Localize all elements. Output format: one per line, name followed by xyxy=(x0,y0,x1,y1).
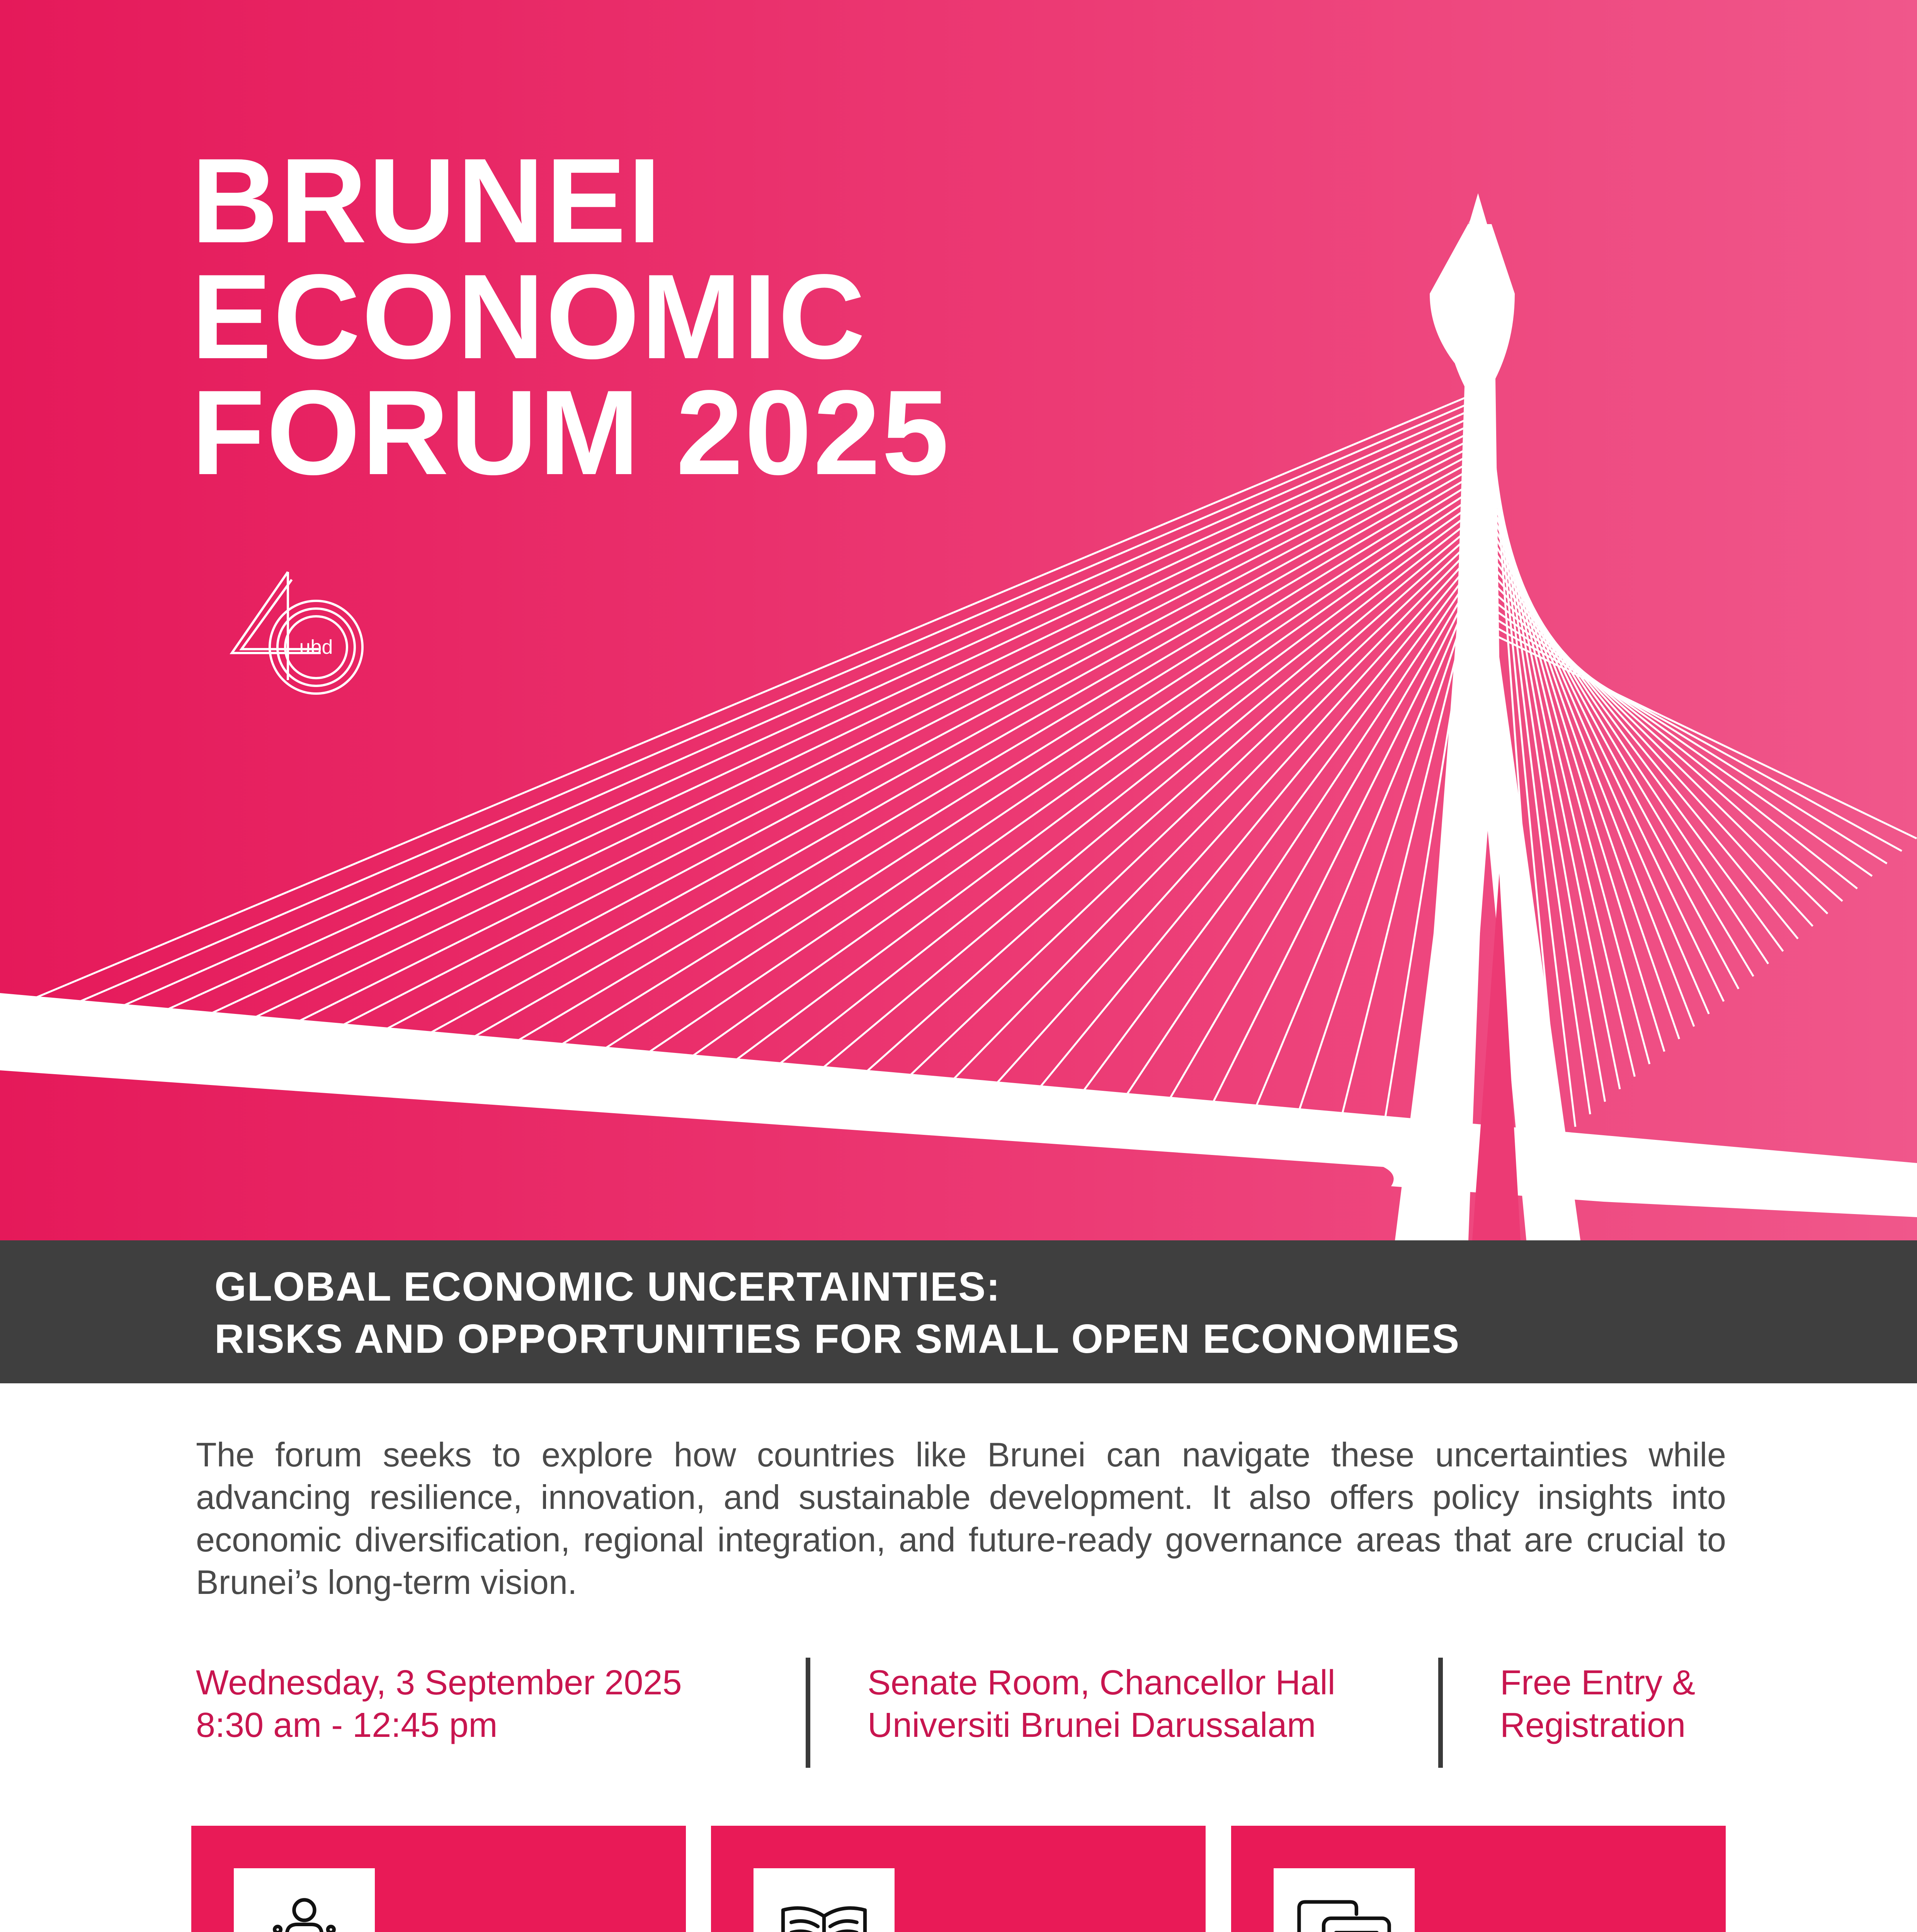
title-line-2: ECONOMIC xyxy=(191,250,867,384)
speaker-podium-icon xyxy=(253,1888,356,1932)
event-time: 8:30 am - 12:45 pm xyxy=(196,1706,498,1745)
forum-title xyxy=(191,134,951,500)
venue-line-1: Senate Room, Chancellor Hall xyxy=(867,1663,1335,1702)
keynote-card xyxy=(191,1826,686,1932)
event-datetime xyxy=(196,1662,682,1747)
venue-line-2: Universiti Brunei Darussalam xyxy=(867,1706,1316,1745)
speaker-podium-icon-box xyxy=(234,1868,375,1932)
ubd-40-anniversary-logo xyxy=(220,564,367,703)
chat-bubbles-icon-box xyxy=(1274,1868,1415,1932)
bridge-deck xyxy=(0,993,1917,1217)
logo-text: ubd xyxy=(299,636,333,658)
theme-banner xyxy=(0,1240,1917,1383)
expert-panel-card xyxy=(1231,1826,1726,1932)
info-divider xyxy=(806,1658,810,1768)
open-book-icon xyxy=(773,1888,875,1932)
forum-description: The forum seeks to explore how countries like Brunei can navigate these uncertainties while advancing resilience, innovation, and sustainable development. It also offers policy insights into economic diversification, regional integration, and future-ready governance areas that are crucial to Brunei’s long-term vision. xyxy=(196,1435,1726,1601)
entry-line-1: Free Entry & xyxy=(1500,1663,1696,1702)
open-book-icon-box xyxy=(754,1868,895,1932)
info-divider xyxy=(1438,1658,1443,1768)
title-line-1: BRUNEI xyxy=(191,134,663,268)
event-entry xyxy=(1500,1662,1695,1747)
entry-line-2: Registration xyxy=(1500,1706,1686,1745)
event-venue xyxy=(867,1662,1335,1747)
book-launch-card xyxy=(711,1826,1206,1932)
chat-bubbles-icon xyxy=(1293,1888,1395,1932)
theme-line-2: RISKS AND OPPORTUNITIES FOR SMALL OPEN ECONOMIES xyxy=(214,1316,1460,1362)
title-line-3: FORUM 2025 xyxy=(191,366,951,500)
theme-line-1: GLOBAL ECONOMIC UNCERTAINTIES: xyxy=(214,1264,1001,1310)
event-date: Wednesday, 3 September 2025 xyxy=(196,1663,682,1702)
